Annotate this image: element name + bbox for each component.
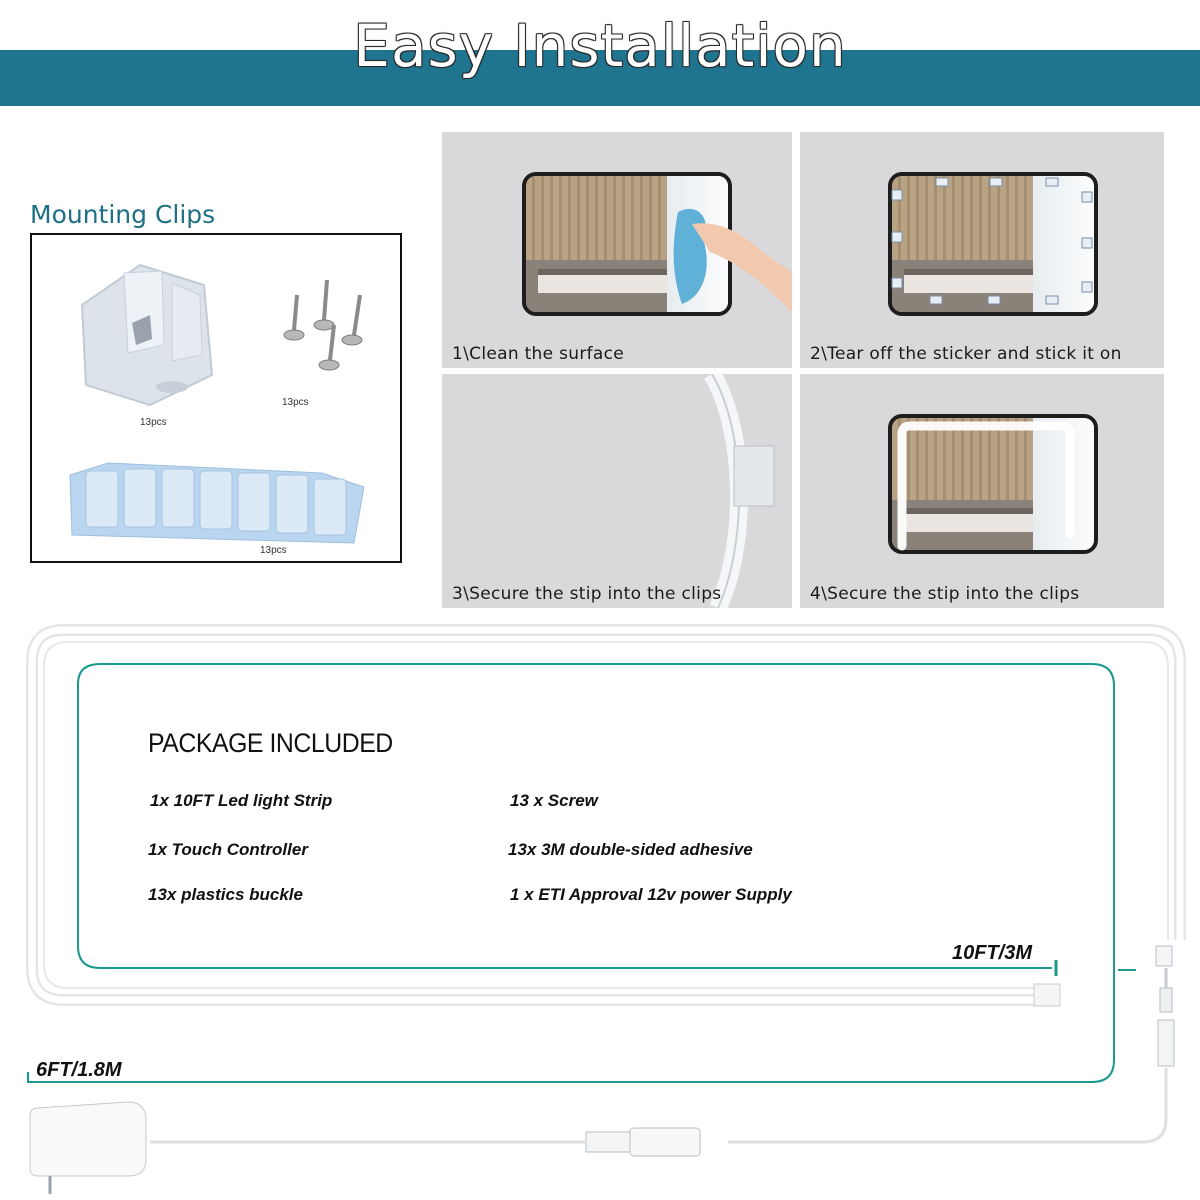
screw-quantity: 13pcs xyxy=(282,397,309,408)
strip-in-clip-icon xyxy=(442,374,792,608)
step-4-caption: 4\Secure the stip into the clips xyxy=(810,584,1080,604)
package-included-title: PACKAGE INCLUDED xyxy=(148,728,393,758)
package-item: 1x 10FT Led light Strip xyxy=(150,791,333,810)
package-item: 1 x ETI Approval 12v power Supply xyxy=(510,885,792,904)
adhesive-quantity: 13pcs xyxy=(260,545,287,556)
adhesive-pads-icon xyxy=(70,463,364,543)
power-adapter-icon xyxy=(30,1102,146,1194)
plastic-clip-icon xyxy=(82,265,212,405)
package-item: 13x 3M double-sided adhesive xyxy=(508,840,753,859)
step-4-panel xyxy=(800,374,1164,608)
page-title: Easy Installation xyxy=(353,12,847,80)
clip-parts-illustration xyxy=(32,235,400,561)
clip-quantity: 13pcs xyxy=(140,417,167,428)
step-3-caption: 3\Secure the stip into the clips xyxy=(452,584,722,604)
step-1-panel xyxy=(442,132,792,368)
installed-led-strip-icon xyxy=(800,374,1164,608)
step-1-caption: 1\Clean the surface xyxy=(452,344,625,364)
mounting-clips-heading: Mounting Clips xyxy=(30,200,216,229)
step-3-panel xyxy=(442,374,792,608)
strip-length-label: 10FT/3M xyxy=(952,942,1033,964)
screws-icon xyxy=(284,280,362,370)
step-2-caption: 2\Tear off the sticker and stick it on xyxy=(810,344,1122,364)
mounting-clips-on-mirror-icon xyxy=(800,132,1164,368)
package-item: 1x Touch Controller xyxy=(148,840,308,859)
mounting-clips-panel xyxy=(30,233,402,563)
cable-length-label: 6FT/1.8M xyxy=(36,1059,122,1081)
step-2-panel xyxy=(800,132,1164,368)
cleaning-cloth-icon xyxy=(442,132,792,368)
package-item: 13 x Screw xyxy=(510,791,598,810)
package-item: 13x plastics buckle xyxy=(148,885,303,904)
